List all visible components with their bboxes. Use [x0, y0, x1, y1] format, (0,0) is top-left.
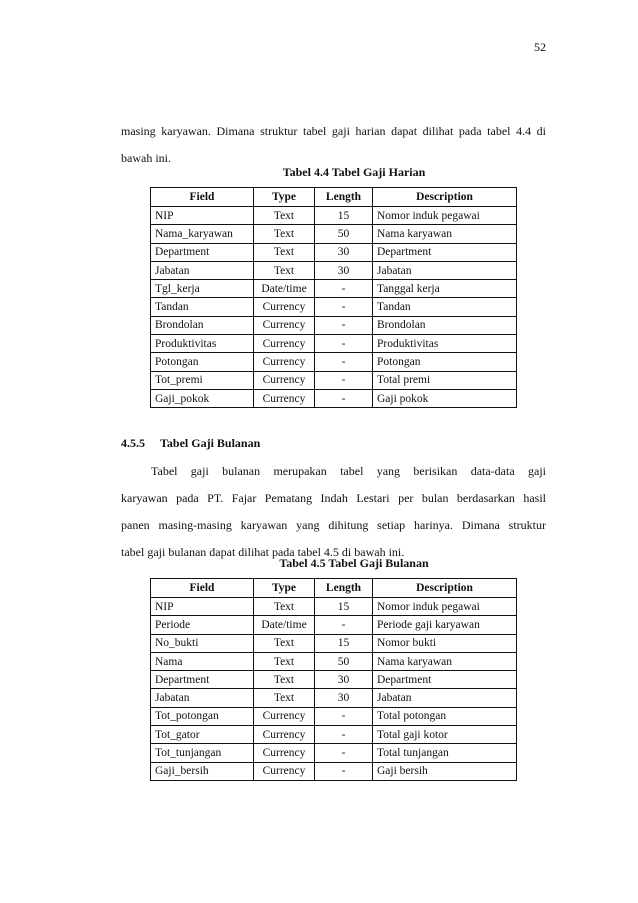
cell-type: Currency: [254, 298, 315, 316]
paragraph-line: Tabel gaji bulanan merupakan tabel yang berisikan data-data gaji: [151, 464, 546, 478]
section-paragraph: [121, 458, 546, 566]
table-row: [151, 389, 517, 407]
section-title: Tabel Gaji Bulanan: [160, 436, 261, 450]
cell-length: 15: [315, 598, 373, 616]
cell-field: Brondolan: [151, 316, 254, 334]
cell-length: -: [315, 280, 373, 298]
cell-field: Nama_karyawan: [151, 225, 254, 243]
cell-length: -: [315, 762, 373, 780]
table-row: [151, 207, 517, 225]
cell-length: -: [315, 371, 373, 389]
header-field: Field: [151, 188, 254, 207]
table-row: [151, 762, 517, 780]
header-field: Field: [151, 579, 254, 598]
section-number: 4.5.5: [121, 436, 145, 450]
cell-description: Nama karyawan: [373, 652, 517, 670]
cell-description: Nomor induk pegawai: [373, 207, 517, 225]
table-row: [151, 689, 517, 707]
table-row: [151, 371, 517, 389]
cell-description: Periode gaji karyawan: [373, 616, 517, 634]
cell-field: Gaji_pokok: [151, 389, 254, 407]
cell-type: Text: [254, 671, 315, 689]
cell-type: Text: [254, 207, 315, 225]
cell-type: Text: [254, 243, 315, 261]
table-row: [151, 353, 517, 371]
cell-field: Tot_tunjangan: [151, 744, 254, 762]
cell-length: 30: [315, 243, 373, 261]
cell-type: Date/time: [254, 616, 315, 634]
cell-description: Jabatan: [373, 689, 517, 707]
cell-length: -: [315, 726, 373, 744]
table-4-5-caption: Tabel 4.5 Tabel Gaji Bulanan: [279, 556, 429, 570]
paragraph-line: tabel gaji bulanan dapat dilihat pada tabel 4.5 di bawah ini.: [121, 545, 405, 559]
cell-description: Nomor bukti: [373, 634, 517, 652]
cell-description: Jabatan: [373, 261, 517, 279]
cell-description: Department: [373, 671, 517, 689]
table-row: [151, 652, 517, 670]
cell-field: Produktivitas: [151, 335, 254, 353]
cell-field: NIP: [151, 598, 254, 616]
cell-type: Currency: [254, 389, 315, 407]
cell-length: 30: [315, 261, 373, 279]
cell-length: 15: [315, 634, 373, 652]
header-length: Length: [315, 579, 373, 598]
header-type: Type: [254, 188, 315, 207]
cell-field: Tgl_kerja: [151, 280, 254, 298]
cell-description: Tanggal kerja: [373, 280, 517, 298]
header-description: Description: [373, 188, 517, 207]
table-row: [151, 280, 517, 298]
cell-length: -: [315, 707, 373, 725]
cell-length: -: [315, 353, 373, 371]
cell-description: Gaji pokok: [373, 389, 517, 407]
cell-field: Department: [151, 243, 254, 261]
cell-length: 50: [315, 652, 373, 670]
header-description: Description: [373, 579, 517, 598]
cell-field: NIP: [151, 207, 254, 225]
table-row: [151, 634, 517, 652]
cell-description: Nama karyawan: [373, 225, 517, 243]
table-row: [151, 316, 517, 334]
cell-field: Tot_premi: [151, 371, 254, 389]
cell-length: -: [315, 616, 373, 634]
cell-field: No_bukti: [151, 634, 254, 652]
table-row: [151, 261, 517, 279]
cell-field: Gaji_bersih: [151, 762, 254, 780]
cell-length: 30: [315, 689, 373, 707]
cell-type: Text: [254, 689, 315, 707]
table-row: [151, 298, 517, 316]
cell-field: Tot_potongan: [151, 707, 254, 725]
cell-type: Currency: [254, 726, 315, 744]
cell-field: Jabatan: [151, 689, 254, 707]
table-row: [151, 616, 517, 634]
table-row: [151, 225, 517, 243]
cell-type: Currency: [254, 335, 315, 353]
table-header-row: [151, 188, 517, 207]
table-row: [151, 707, 517, 725]
cell-length: 30: [315, 671, 373, 689]
cell-description: Gaji bersih: [373, 762, 517, 780]
cell-field: Nama: [151, 652, 254, 670]
cell-length: 50: [315, 225, 373, 243]
cell-description: Total premi: [373, 371, 517, 389]
cell-type: Text: [254, 225, 315, 243]
page-number: 52: [534, 40, 546, 54]
cell-length: -: [315, 298, 373, 316]
table-row: [151, 335, 517, 353]
cell-description: Total potongan: [373, 707, 517, 725]
cell-field: Jabatan: [151, 261, 254, 279]
cell-type: Currency: [254, 353, 315, 371]
table-row: [151, 726, 517, 744]
cell-type: Text: [254, 634, 315, 652]
table-row: [151, 243, 517, 261]
table-gaji-bulanan: [150, 578, 517, 781]
cell-type: Currency: [254, 371, 315, 389]
cell-description: Nomor induk pegawai: [373, 598, 517, 616]
cell-description: Department: [373, 243, 517, 261]
cell-field: Department: [151, 671, 254, 689]
cell-type: Text: [254, 598, 315, 616]
cell-length: -: [315, 335, 373, 353]
intro-paragraph: [121, 118, 546, 172]
cell-type: Currency: [254, 762, 315, 780]
cell-type: Currency: [254, 707, 315, 725]
cell-type: Currency: [254, 316, 315, 334]
cell-field: Potongan: [151, 353, 254, 371]
table-4-4-caption: Tabel 4.4 Tabel Gaji Harian: [282, 165, 426, 179]
cell-length: -: [315, 744, 373, 762]
cell-description: Brondolan: [373, 316, 517, 334]
header-length: Length: [315, 188, 373, 207]
cell-type: Date/time: [254, 280, 315, 298]
cell-length: -: [315, 316, 373, 334]
table-header-row: [151, 579, 517, 598]
cell-type: Text: [254, 261, 315, 279]
cell-field: Tandan: [151, 298, 254, 316]
table-row: [151, 744, 517, 762]
cell-field: Tot_gator: [151, 726, 254, 744]
cell-description: Tandan: [373, 298, 517, 316]
cell-length: 15: [315, 207, 373, 225]
paragraph-line: masing karyawan. Dimana struktur tabel gaji harian dapat dilihat pada tabel 4.4 di: [121, 124, 546, 138]
cell-description: Produktivitas: [373, 335, 517, 353]
cell-type: Text: [254, 652, 315, 670]
paragraph-line: panen masing-masing karyawan yang dihitung setiap harinya. Dimana struktur: [121, 518, 546, 532]
table-row: [151, 598, 517, 616]
section-heading: [121, 436, 260, 451]
paragraph-line: karyawan pada PT. Fajar Pematang Indah Lestari per bulan berdasarkan hasil: [121, 491, 546, 505]
cell-description: Total tunjangan: [373, 744, 517, 762]
table-row: [151, 671, 517, 689]
table-gaji-harian: [150, 187, 517, 408]
cell-description: Potongan: [373, 353, 517, 371]
header-type: Type: [254, 579, 315, 598]
cell-length: -: [315, 389, 373, 407]
cell-field: Periode: [151, 616, 254, 634]
cell-type: Currency: [254, 744, 315, 762]
cell-description: Total gaji kotor: [373, 726, 517, 744]
paragraph-line: bawah ini.: [121, 151, 171, 165]
